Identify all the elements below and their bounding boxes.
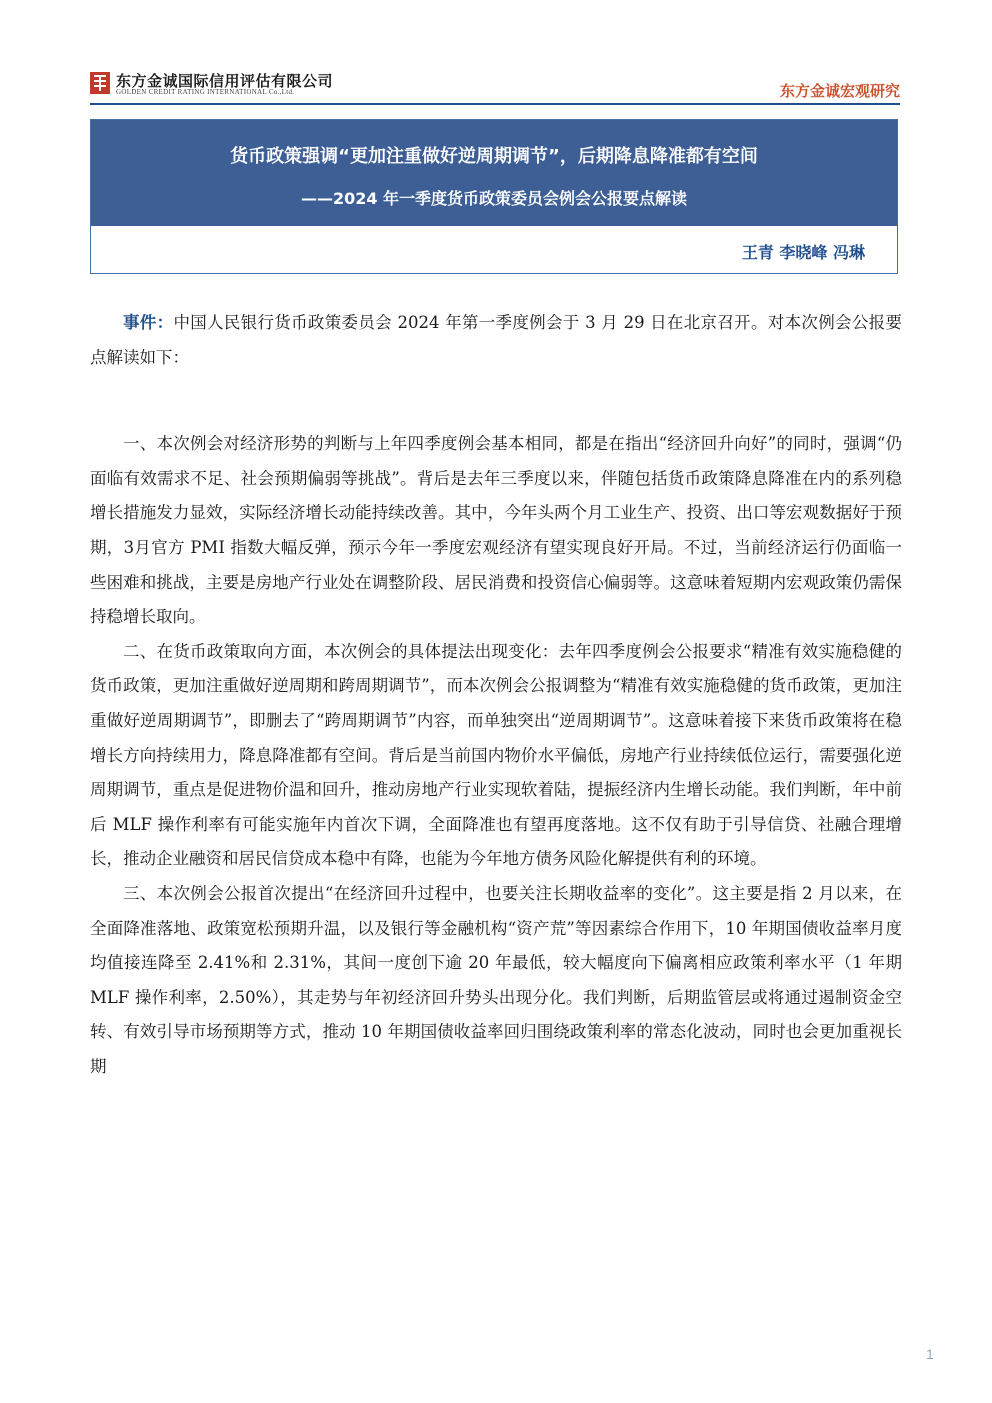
company-logo-icon	[90, 72, 110, 94]
title-box	[90, 119, 898, 274]
report-title: 货币政策强调“更加注重做好逆周期调节”，后期降息降准都有空间	[230, 146, 758, 167]
header-divider	[90, 103, 900, 105]
report-body	[90, 306, 902, 1084]
paragraph-gap	[90, 375, 902, 427]
company-name-en: GOLDEN CREDIT RATING INTERNATIONAL Co.,Ltd.	[116, 88, 295, 96]
report-subtitle: ——2024 年一季度货币政策委员会例会公报要点解读	[300, 189, 688, 208]
paragraph-3: 三、本次例会公报首次提出“在经济回升过程中，也要关注长期收益率的变化”。这主要是指 2 月以来，在全面降准落地、政策宽松预期升温，以及银行等金融机构“资产荒”等因素综合作用下，10 年期国债收益率月度均值接连降至 2.41%和 2.31%，其间一度创下逾 20 年最低，较大幅度向下偏离相应政策利率水平（1 年期 MLF 操作利率，2.50%），其走势与年初经济回升势头出现分化。我们判断，后期监管层或将通过遏制资金空转、有效引导市场预期等方式，推动 10 年期国债收益率回归围绕政策利率的常态化波动，同时也会更加重视长期	[90, 883, 902, 1076]
paragraph-1: 一、本次例会对经济形势的判断与上年四季度例会基本相同，都是在指出“经济回升向好”的同时，强调“仍面临有效需求不足、社会预期偏弱等挑战”。背后是去年三季度以来，伴随包括货币政策降息降准在内的系列稳增长措施发力显效，实际经济增长动能持续改善。其中，今年头两个月工业生产、投资、出口等宏观数据好于预期，3月官方 PMI 指数大幅反弹，预示今年一季度宏观经济有望实现良好开局。不过，当前经济运行仍面临一些困难和挑战，主要是房地产行业处在调整阶段、居民消费和投资信心偏弱等。这意味着短期内宏观政策仍需保持稳增长取向。	[90, 434, 902, 627]
page-number: 1	[926, 1346, 934, 1362]
event-text: 中国人民银行货币政策委员会 2024 年第一季度例会于 3 月 29 日在北京召开。对本次例会公报要点解读如下：	[90, 313, 902, 367]
event-label: 事件：	[123, 313, 174, 332]
event-paragraph	[90, 306, 902, 375]
section-title: 东方金诚宏观研究	[779, 83, 900, 100]
company-name: 东方金诚国际信用评估有限公司	[116, 72, 334, 90]
authors: 王青 李晓峰 冯琳	[741, 243, 865, 262]
paragraph-2: 二、在货币政策取向方面，本次例会的具体提法出现变化：去年四季度例会公报要求“精准有效实施稳健的货币政策，更加注重做好逆周期和跨周期调节”，而本次例会公报调整为“精准有效实施稳健的货币政策，更加注重做好逆周期调节”，即删去了“跨周期调节”内容，而单独突出“逆周期调节”。这意味着接下来货币政策将在稳增长方向持续用力，降息降准都有空间。背后是当前国内物价水平偏低，房地产行业持续低位运行，需要强化逆周期调节，重点是促进物价温和回升，推动房地产行业实现软着陆，提振经济内生增长动能。我们判断，年中前后 MLF 操作利率有可能实施年内首次下调，全面降准也有望再度落地。这不仅有助于引导信贷、社融合理增长，推动企业融资和居民信贷成本稳中有降，也能为今年地方债务风险化解提供有利的环境。	[90, 641, 902, 869]
title-band	[91, 120, 897, 226]
page-header	[90, 68, 900, 104]
